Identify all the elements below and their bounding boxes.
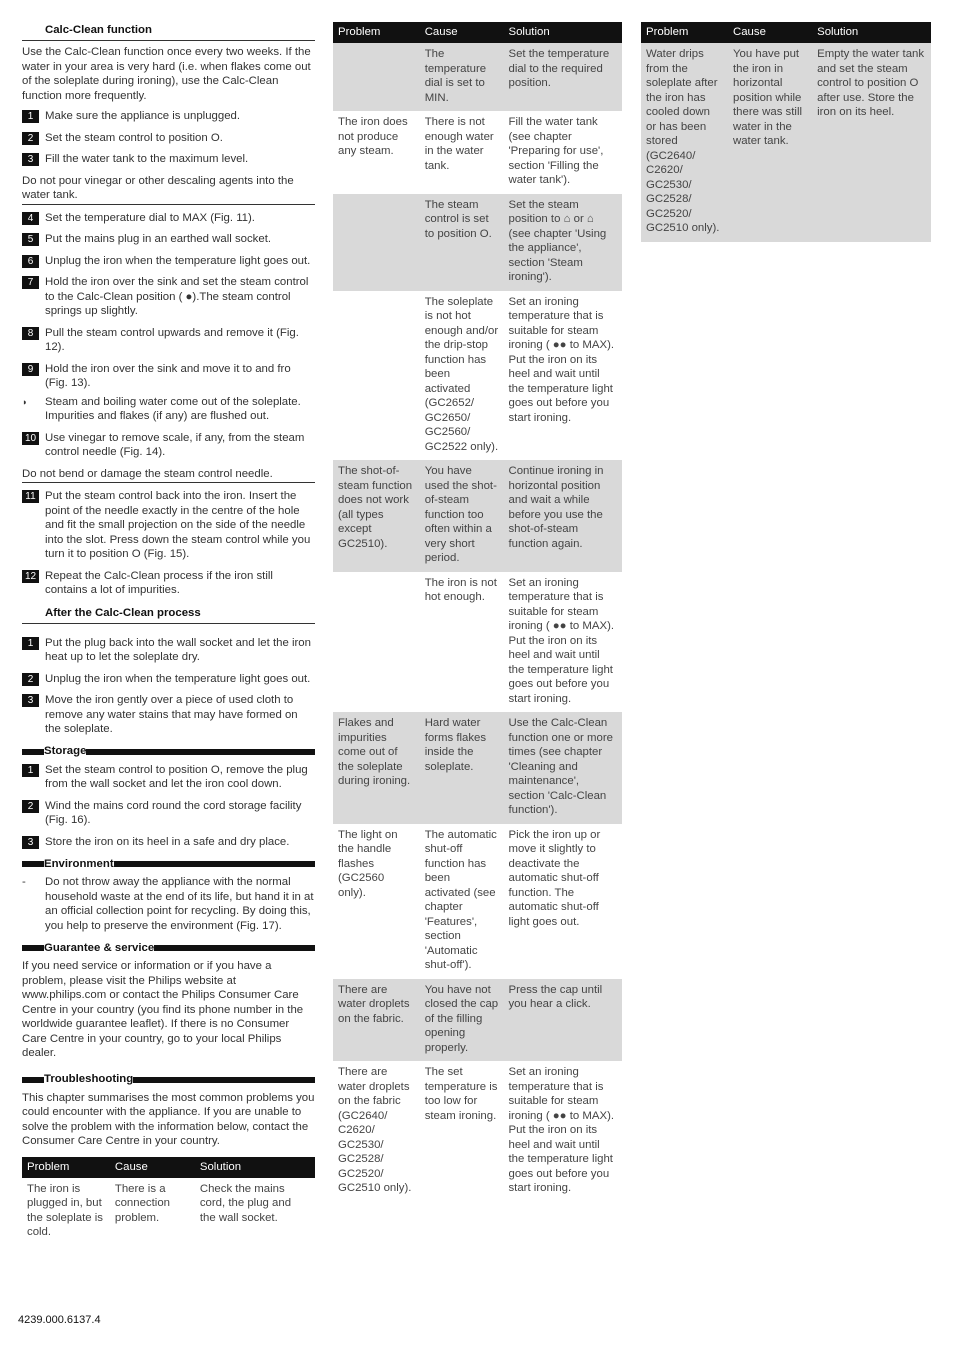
cause-cell: Hard water forms flakes inside the soleplate.	[420, 712, 504, 824]
troubleshooting-heading	[22, 1073, 315, 1087]
problem-cell: Flakes and impurities come out of the soleplate during ironing.	[333, 712, 420, 824]
step-text: Pull the steam control upwards and remove it (Fig. 12).	[45, 326, 299, 353]
cause-cell: There is a connection problem.	[114, 1182, 170, 1224]
solution-cell: Set an ironing temperature that is suitable for steam ironing ( ●● to MAX). Put the iron on its heel and wait until the temperature light goes out before you start ironing.	[508, 295, 615, 424]
solution-cell: Check the mains cord, the plug and the wall socket.	[199, 1182, 292, 1224]
environment-text: Do not throw away the appliance with the normal household waste at the end of its life, but hand it in at an official collection point for recycling. By doing this, you help to preserve the environment (Fig. 17).	[45, 876, 314, 932]
table-header-row	[333, 22, 622, 43]
cause-cell: You have put the iron in horizontal position while there was still water in the water tank.	[728, 43, 812, 242]
step-text: Use vinegar to remove scale, if any, from the steam control needle (Fig. 14).	[45, 431, 305, 458]
step-text: Set the temperature dial to MAX (Fig. 11).	[45, 211, 255, 224]
step-number: 1	[22, 110, 39, 123]
problem-header: Problem	[333, 22, 420, 43]
table-row	[22, 1178, 315, 1246]
environment-title: Environment	[44, 857, 114, 870]
bullet-note	[22, 395, 315, 424]
cause-cell: You have used the shot-of-steam function too often within a very short period.	[420, 460, 504, 572]
warning-vinegar: Do not pour vinegar or other descaling agents into the water tank.	[22, 174, 315, 205]
step-item	[22, 672, 315, 687]
step-number: 3	[22, 153, 39, 166]
table-row	[333, 712, 622, 824]
cause-header: Cause	[110, 1157, 195, 1178]
step-text: Make sure the appliance is unplugged.	[45, 110, 241, 122]
heading-bar	[86, 749, 315, 755]
cause-cell: You have not closed the cap of the filling opening properly.	[420, 979, 504, 1062]
storage-heading	[22, 745, 315, 759]
step-number: 11	[22, 490, 39, 503]
step-item	[22, 362, 315, 391]
step-text: Put the plug back into the wall socket and let the iron heat up to let the soleplate dry.	[45, 636, 311, 663]
step-text: Set the steam control to position O.	[45, 131, 223, 144]
environment-item	[22, 875, 315, 933]
table-row	[333, 460, 622, 572]
step-text: Put the steam control back into the iron. Insert the point of the needle exactly in the centre of the hole and fit the small projection on the side of the needle into the slot. Press down the steam control while you turn it to position O (Fig. 15).	[45, 490, 311, 560]
step-text: Hold the iron over the sink and move it to and fro (Fig. 13).	[45, 362, 291, 389]
troubleshooting-title: Troubleshooting	[44, 1073, 134, 1086]
solution-cell: Continue ironing in horizontal position and wait a while before you use the shot-of-steam function again.	[503, 460, 622, 572]
table-row	[333, 824, 622, 979]
middle-column	[333, 22, 622, 1202]
step-item	[22, 489, 315, 562]
solution-cell: Press the cap until you hear a click.	[503, 979, 622, 1062]
calc-clean-title: Calc-Clean function	[22, 22, 315, 41]
cause-cell: The set temperature is too low for steam ironing.	[424, 1066, 498, 1122]
steps-a	[22, 109, 315, 167]
problem-cell: Water drips from the soleplate after the iron has cooled down or has been stored (GC2640/ C2620/ GC2530/ GC2528/ GC2520/ GC2510 only).	[641, 43, 728, 242]
step-text: Repeat the Calc-Clean process if the iron still contains a lot of impurities.	[45, 569, 273, 596]
problem-cell	[333, 194, 420, 291]
step-item	[22, 693, 315, 737]
solution-cell: Set the temperature dial to the required position.	[503, 43, 622, 111]
problem-cell: The iron does not produce any steam.	[338, 116, 408, 157]
problem-cell	[333, 291, 420, 461]
table-header-row	[22, 1157, 315, 1178]
step-item	[22, 152, 315, 167]
step-number: 4	[22, 212, 39, 225]
dash-marker: -	[22, 876, 26, 888]
step-text: Put the mains plug in an earthed wall socket.	[45, 233, 272, 245]
problem-cell: The iron is plugged in, but the soleplate is cold.	[27, 1182, 103, 1238]
step-number: 8	[22, 327, 39, 340]
step-number: 3	[22, 694, 39, 707]
step-text: Move the iron gently over a piece of used cloth to remove any water stains that may have formed on the soleplate.	[45, 694, 298, 735]
step-item	[22, 835, 315, 850]
step-number: 1	[22, 637, 39, 650]
step-item	[22, 109, 315, 124]
step-item	[22, 569, 315, 598]
solution-cell: Fill the water tank (see chapter 'Preparing for use', section 'Filling the water tank').	[508, 116, 604, 186]
steps-d	[22, 489, 315, 598]
steps-storage	[22, 763, 315, 850]
cause-cell: The automatic shut-off function has been activated (see chapter 'Features', section 'Automatic shut-off').	[424, 828, 497, 971]
step-number: 10	[22, 432, 39, 445]
solution-cell: Pick the iron up or move it slightly to deactivate the automatic shut-off function. The automatic shut-off light goes out.	[508, 828, 601, 928]
troubleshooting-table-2	[333, 22, 622, 1202]
problem-cell	[333, 572, 420, 713]
heading-bar	[114, 861, 315, 867]
solution-cell: Empty the water tank and set the steam control to position O after use. Store the iron on its heel.	[812, 43, 931, 242]
step-number: 1	[22, 764, 39, 777]
solution-header: Solution	[503, 22, 622, 43]
left-column	[22, 22, 315, 1246]
heading-bar	[22, 861, 44, 867]
step-number: 6	[22, 255, 39, 268]
problem-cell: There are water droplets on the fabric.	[333, 979, 420, 1062]
step-item	[22, 799, 315, 828]
step-number: 2	[22, 673, 39, 686]
step-item	[22, 232, 315, 247]
bullet-arrow-icon: ◗	[22, 396, 28, 407]
step-text: Wind the mains cord round the cord storage facility (Fig. 16).	[45, 799, 302, 826]
cause-header: Cause	[728, 22, 812, 43]
step-text: Store the iron on its heel in a safe and dry place.	[45, 835, 290, 848]
heading-bar	[154, 945, 315, 951]
solution-header: Solution	[195, 1157, 315, 1178]
guarantee-title: Guarantee & service	[44, 941, 155, 954]
steps-after	[22, 636, 315, 737]
table-row	[333, 194, 622, 291]
table-row	[333, 111, 622, 194]
heading-bar	[22, 1077, 44, 1083]
table-row	[333, 291, 622, 461]
solution-cell: Set the steam position to ⌂ or ⌂ (see chapter 'Using the appliance', section 'Steam ironing').	[503, 194, 622, 291]
heading-bar	[133, 1077, 315, 1083]
table-row	[333, 979, 622, 1062]
cause-cell: There is not enough water in the water tank.	[424, 116, 494, 172]
guarantee-text: If you need service or information or if you have a problem, please visit the Philips website at www.philips.com or contact the Philips Consumer Care Centre in your country (you find its phone number in the worldwide guarantee leaflet). If there is no Consumer Care Centre in your country, go to your local Philips dealer.	[22, 960, 304, 1059]
cause-cell: The soleplate is not hot enough and/or the drip-stop function has been activated (GC2652/ GC2650/ GC2560/ GC2522 only).	[424, 295, 499, 453]
step-text: Unplug the iron when the temperature light goes out.	[45, 254, 311, 267]
troubleshooting-table-3	[641, 22, 931, 242]
step-item	[22, 431, 315, 460]
warning-needle: Do not bend or damage the steam control needle.	[22, 467, 315, 484]
step-number: 9	[22, 363, 39, 376]
step-item	[22, 131, 315, 146]
table-row	[333, 1061, 622, 1202]
step-item	[22, 254, 315, 269]
step-number: 2	[22, 132, 39, 145]
step-number: 3	[22, 836, 39, 849]
troubleshooting-table-1	[22, 1157, 315, 1246]
solution-cell: Set an ironing temperature that is suitable for steam ironing ( ●● to MAX). Put the iron on its heel and wait until the temperature light goes out before you start ironing.	[508, 1066, 615, 1194]
heading-bar	[22, 749, 44, 755]
table-row	[333, 43, 622, 111]
cause-cell: The steam control is set to position O.	[420, 194, 504, 291]
problem-cell: The light on the handle flashes (GC2560 only).	[338, 828, 398, 899]
step-number: 2	[22, 800, 39, 813]
solution-header: Solution	[812, 22, 931, 43]
table-row	[333, 572, 622, 713]
table-header-row	[641, 22, 931, 43]
step-item	[22, 275, 315, 319]
step-number: 12	[22, 570, 39, 583]
storage-title: Storage	[44, 745, 87, 758]
step-text: Set the steam control to position O, remove the plug from the wall socket and let the iron cool down.	[45, 763, 308, 790]
step-item	[22, 211, 315, 226]
cause-cell: The iron is not hot enough.	[424, 576, 497, 603]
calc-clean-intro: Use the Calc-Clean function once every two weeks. If the water in your area is very hard (i.e. when flakes come out of the soleplate during ironing), use the Calc-Clean function more frequently.	[22, 46, 311, 102]
troubleshooting-intro: This chapter summarises the most common problems you could encounter with the appliance. If you are unable to solve the problem with the information below, contact the Consumer Care Centre in your country.	[22, 1091, 315, 1147]
steps-c	[22, 431, 315, 460]
heading-bar	[22, 945, 44, 951]
step-number: 5	[22, 233, 39, 246]
cause-header: Cause	[420, 22, 504, 43]
steps-b	[22, 211, 315, 391]
problem-cell	[333, 43, 420, 111]
problem-header: Problem	[22, 1157, 110, 1178]
step-item	[22, 326, 315, 355]
step-text: Hold the iron over the sink and set the steam control to the Calc-Clean position ( ●).The steam control springs up slightly.	[45, 276, 309, 317]
step-text: Fill the water tank to the maximum level.	[45, 153, 249, 165]
step-text: Unplug the iron when the temperature light goes out.	[45, 672, 311, 685]
solution-cell: Set an ironing temperature that is suitable for steam ironing ( ●● to MAX). Put the iron on its heel and wait until the temperature light goes out before you start ironing.	[508, 576, 615, 705]
solution-cell: Use the Calc-Clean function one or more times (see chapter 'Cleaning and maintenance', section 'Calc-Clean function').	[503, 712, 622, 824]
document-code: 4239.000.6137.4	[18, 1314, 101, 1326]
problem-cell: There are water droplets on the fabric (GC2640/ C2620/ GC2530/ GC2528/ GC2520/ GC2510 only).	[338, 1066, 412, 1194]
problem-cell: The shot-of- steam function does not work (all types except GC2510).	[333, 460, 420, 572]
step-item	[22, 636, 315, 665]
step-item	[22, 763, 315, 792]
step-number: 7	[22, 276, 39, 289]
environment-heading	[22, 857, 315, 871]
problem-header: Problem	[641, 22, 728, 43]
right-column	[641, 22, 931, 242]
table-row	[641, 43, 931, 242]
after-calc-clean-title: After the Calc-Clean process	[22, 605, 315, 624]
bullet-text: Steam and boiling water come out of the soleplate. Impurities and flakes (if any) are flushed out.	[45, 395, 301, 422]
guarantee-heading	[22, 941, 315, 955]
cause-cell: The temperature dial is set to MIN.	[420, 43, 504, 111]
